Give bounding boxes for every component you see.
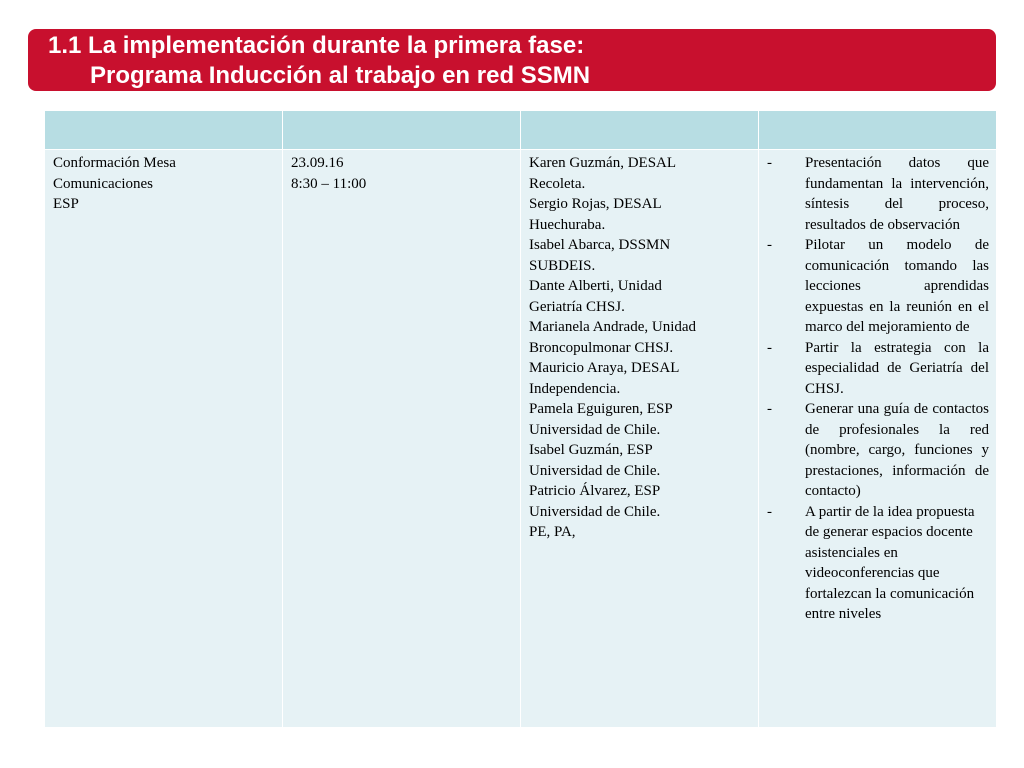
activities-table [44,110,997,728]
header-cell-3 [521,111,759,150]
participant-line: Isabel Abarca, DSSMN [529,237,671,253]
list-item: - Pilotar un modelo de comunicación tomando las lecciones aprendidas expuestas en la reunión en el marco del mejoramiento de [767,235,989,338]
list-item: - Partir la estrategia con la especialidad de Geriatría del CHSJ. [767,338,989,400]
activity-line: Comunicaciones [53,175,153,192]
participant-line: Universidad de Chile. [529,421,661,438]
participant-line: Karen Guzmán, DESAL [529,155,677,171]
date-text: 23.09.16 [291,155,344,171]
participant-line: Independencia. [529,380,621,397]
participant-line: Dante Alberti, Unidad [529,278,662,294]
participant-line: Geriatría CHSJ. [529,298,625,315]
table-header-row [45,111,997,150]
participant-line: Patricio Álvarez, ESP [529,483,661,499]
slide-title-line-1: 1.1 La implementación durante la primera fase: [48,32,585,59]
header-cell-2 [283,111,521,150]
list-item: - A partir de la idea propuesta de generar espacios docente asistenciales en videoconferencias que fortalezcan la comunicación entre niveles [767,502,989,625]
activity-line: ESP [53,196,79,212]
header-cell-4 [759,111,997,150]
participant-line: SUBDEIS. [529,257,596,274]
participants-cell [521,150,759,728]
datetime-cell [283,150,521,728]
header-cell-1 [45,111,283,150]
time-text: 8:30 – 11:00 [291,175,367,192]
participant-line: Huechuraba. [529,216,606,233]
participant-line: Marianela Andrade, Unidad [529,319,697,335]
activity-line: Conformación Mesa [53,155,176,171]
participant-line: Universidad de Chile. [529,503,661,520]
title-banner [28,29,996,91]
slide-title-line-2: Programa Inducción al trabajo en red SSMN [90,62,591,89]
table-row [45,150,997,728]
agreements-cell [759,150,997,728]
list-item: - Generar una guía de contactos de profesionales la red (nombre, cargo, funciones y prestaciones, información de contacto) [767,399,989,502]
participant-line: Sergio Rojas, DESAL [529,196,662,212]
participant-line: Broncopulmonar CHSJ. [529,339,674,356]
participant-line: PE, PA, [529,524,576,540]
activity-cell [45,150,283,728]
list-item: - Presentación datos que fundamentan la intervención, síntesis del proceso, resultados de observación [767,153,989,235]
participant-line: Pamela Eguiguren, ESP [529,401,673,417]
participant-line: Universidad de Chile. [529,462,661,479]
agreements-list [767,153,989,625]
participant-line: Mauricio Araya, DESAL [529,360,680,376]
participant-line: Recoleta. [529,175,586,192]
participant-line: Isabel Guzmán, ESP [529,442,653,458]
